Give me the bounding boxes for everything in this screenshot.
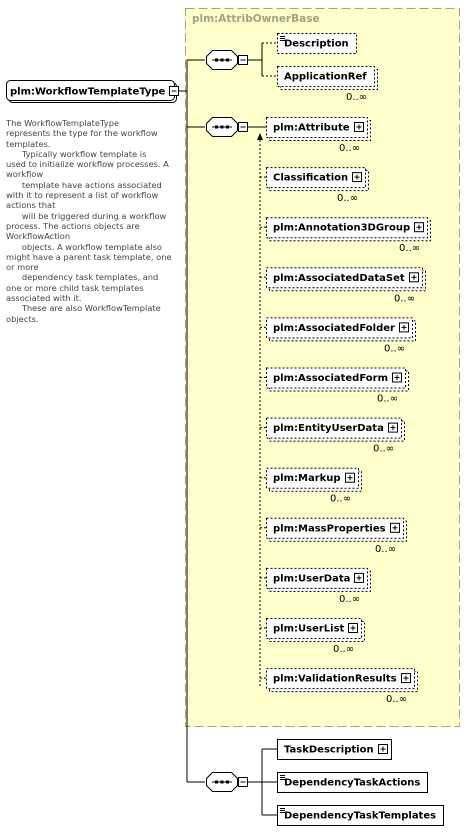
documentation-line: might have a parent task template, one — [6, 251, 172, 262]
documentation-line: objects. A workflow template also — [6, 241, 162, 252]
documentation-line: WorkflowAction — [6, 231, 71, 242]
element-label: plm:Annotation3DGroup — [273, 222, 411, 234]
expand-icon[interactable] — [349, 624, 358, 633]
documentation-line: dependency task templates, and — [6, 272, 159, 283]
expand-icon[interactable] — [400, 323, 409, 332]
documentation-line: will be triggered during a workflow — [6, 210, 167, 221]
expand-icon[interactable] — [389, 423, 398, 432]
element-dependencytasktemplates[interactable] — [278, 806, 444, 826]
expand-icon[interactable] — [355, 123, 364, 132]
documentation-line: template have actions associated — [6, 179, 162, 190]
element-label: plm:ValidationResults — [273, 673, 397, 685]
documentation-line: one or more child task templates — [6, 282, 144, 293]
documentation-line: templates. — [6, 138, 51, 149]
cardinality-label: 0..∞ — [373, 443, 395, 455]
element-label: plm:AssociatedForm — [273, 373, 388, 384]
documentation-text — [6, 118, 182, 324]
cardinality-label: 0..∞ — [339, 143, 361, 154]
cardinality-label: 0..∞ — [399, 243, 421, 255]
element-description[interactable] — [278, 34, 357, 54]
element-taskdescription[interactable] — [278, 740, 392, 760]
documentation-line: with it to represent a list of workflow — [6, 190, 159, 201]
expand-icon[interactable] — [402, 674, 411, 683]
documentation-line: represents the type for the workflow — [6, 128, 158, 139]
documentation-line: workflow — [6, 169, 44, 180]
element-label: DependencyTaskActions — [284, 777, 421, 789]
element-label: plm:MassProperties — [273, 523, 386, 535]
cardinality-label: 0..∞ — [377, 393, 399, 405]
element-label: DependencyTaskTemplates — [284, 810, 437, 822]
element-label: Description — [284, 38, 349, 50]
cardinality-label: 0..∞ — [337, 193, 359, 205]
last-sequence-elements — [278, 740, 444, 826]
cardinality-label: 0..∞ — [375, 543, 397, 555]
element-label: TaskDescription — [284, 744, 374, 756]
element-label: plm:AssociatedDataSet — [273, 272, 405, 284]
expand-icon[interactable] — [391, 523, 400, 532]
root-element-label: plm:WorkflowTemplateType — [10, 86, 166, 98]
element-label: plm:UserData — [273, 573, 351, 585]
cardinality-label: 0..∞ — [330, 493, 352, 505]
documentation-line: objects. — [6, 313, 39, 324]
expand-icon[interactable] — [410, 273, 419, 282]
documentation-line: actions that — [6, 200, 56, 211]
element-label: plm:EntityUserData — [273, 423, 384, 435]
expand-icon[interactable] — [393, 373, 402, 382]
cardinality-label: 0..∞ — [346, 92, 368, 103]
root-element[interactable] — [7, 81, 179, 103]
element-label: ApplicationRef — [284, 71, 367, 83]
group-title: plm:AttribOwnerBase — [192, 13, 320, 25]
expand-icon[interactable] — [379, 745, 388, 754]
documentation-line: process. The actions objects are — [6, 220, 140, 231]
documentation-line: associated with it. — [6, 293, 82, 304]
documentation-line: Typically workflow template is — [6, 148, 147, 159]
cardinality-label: 0..∞ — [394, 293, 416, 305]
cardinality-label: 0..∞ — [386, 694, 408, 706]
sequence-compositor-3[interactable] — [207, 773, 248, 792]
documentation-line: used to initialize workflow processes. A — [6, 159, 169, 170]
element-label: plm:UserList — [273, 623, 345, 635]
documentation-line: These are also WorkflowTemplate — [6, 303, 161, 314]
element-label: plm:Attribute — [273, 122, 350, 134]
expand-icon[interactable] — [415, 223, 424, 232]
expand-icon[interactable] — [355, 573, 364, 582]
cardinality-label: 0..∞ — [333, 644, 355, 655]
expand-icon[interactable] — [353, 173, 362, 182]
cardinality-label: 0..∞ — [339, 593, 361, 605]
element-label: plm:Markup — [273, 473, 341, 485]
element-label: plm:AssociatedFolder — [273, 322, 395, 334]
documentation-line: or more — [6, 262, 39, 273]
element-dependencytaskactions[interactable] — [278, 773, 428, 793]
element-label: Classification — [273, 172, 349, 184]
cardinality-label: 0..∞ — [384, 343, 406, 355]
documentation-line: The WorkflowTemplateType — [6, 118, 120, 128]
expand-icon[interactable] — [346, 473, 355, 482]
